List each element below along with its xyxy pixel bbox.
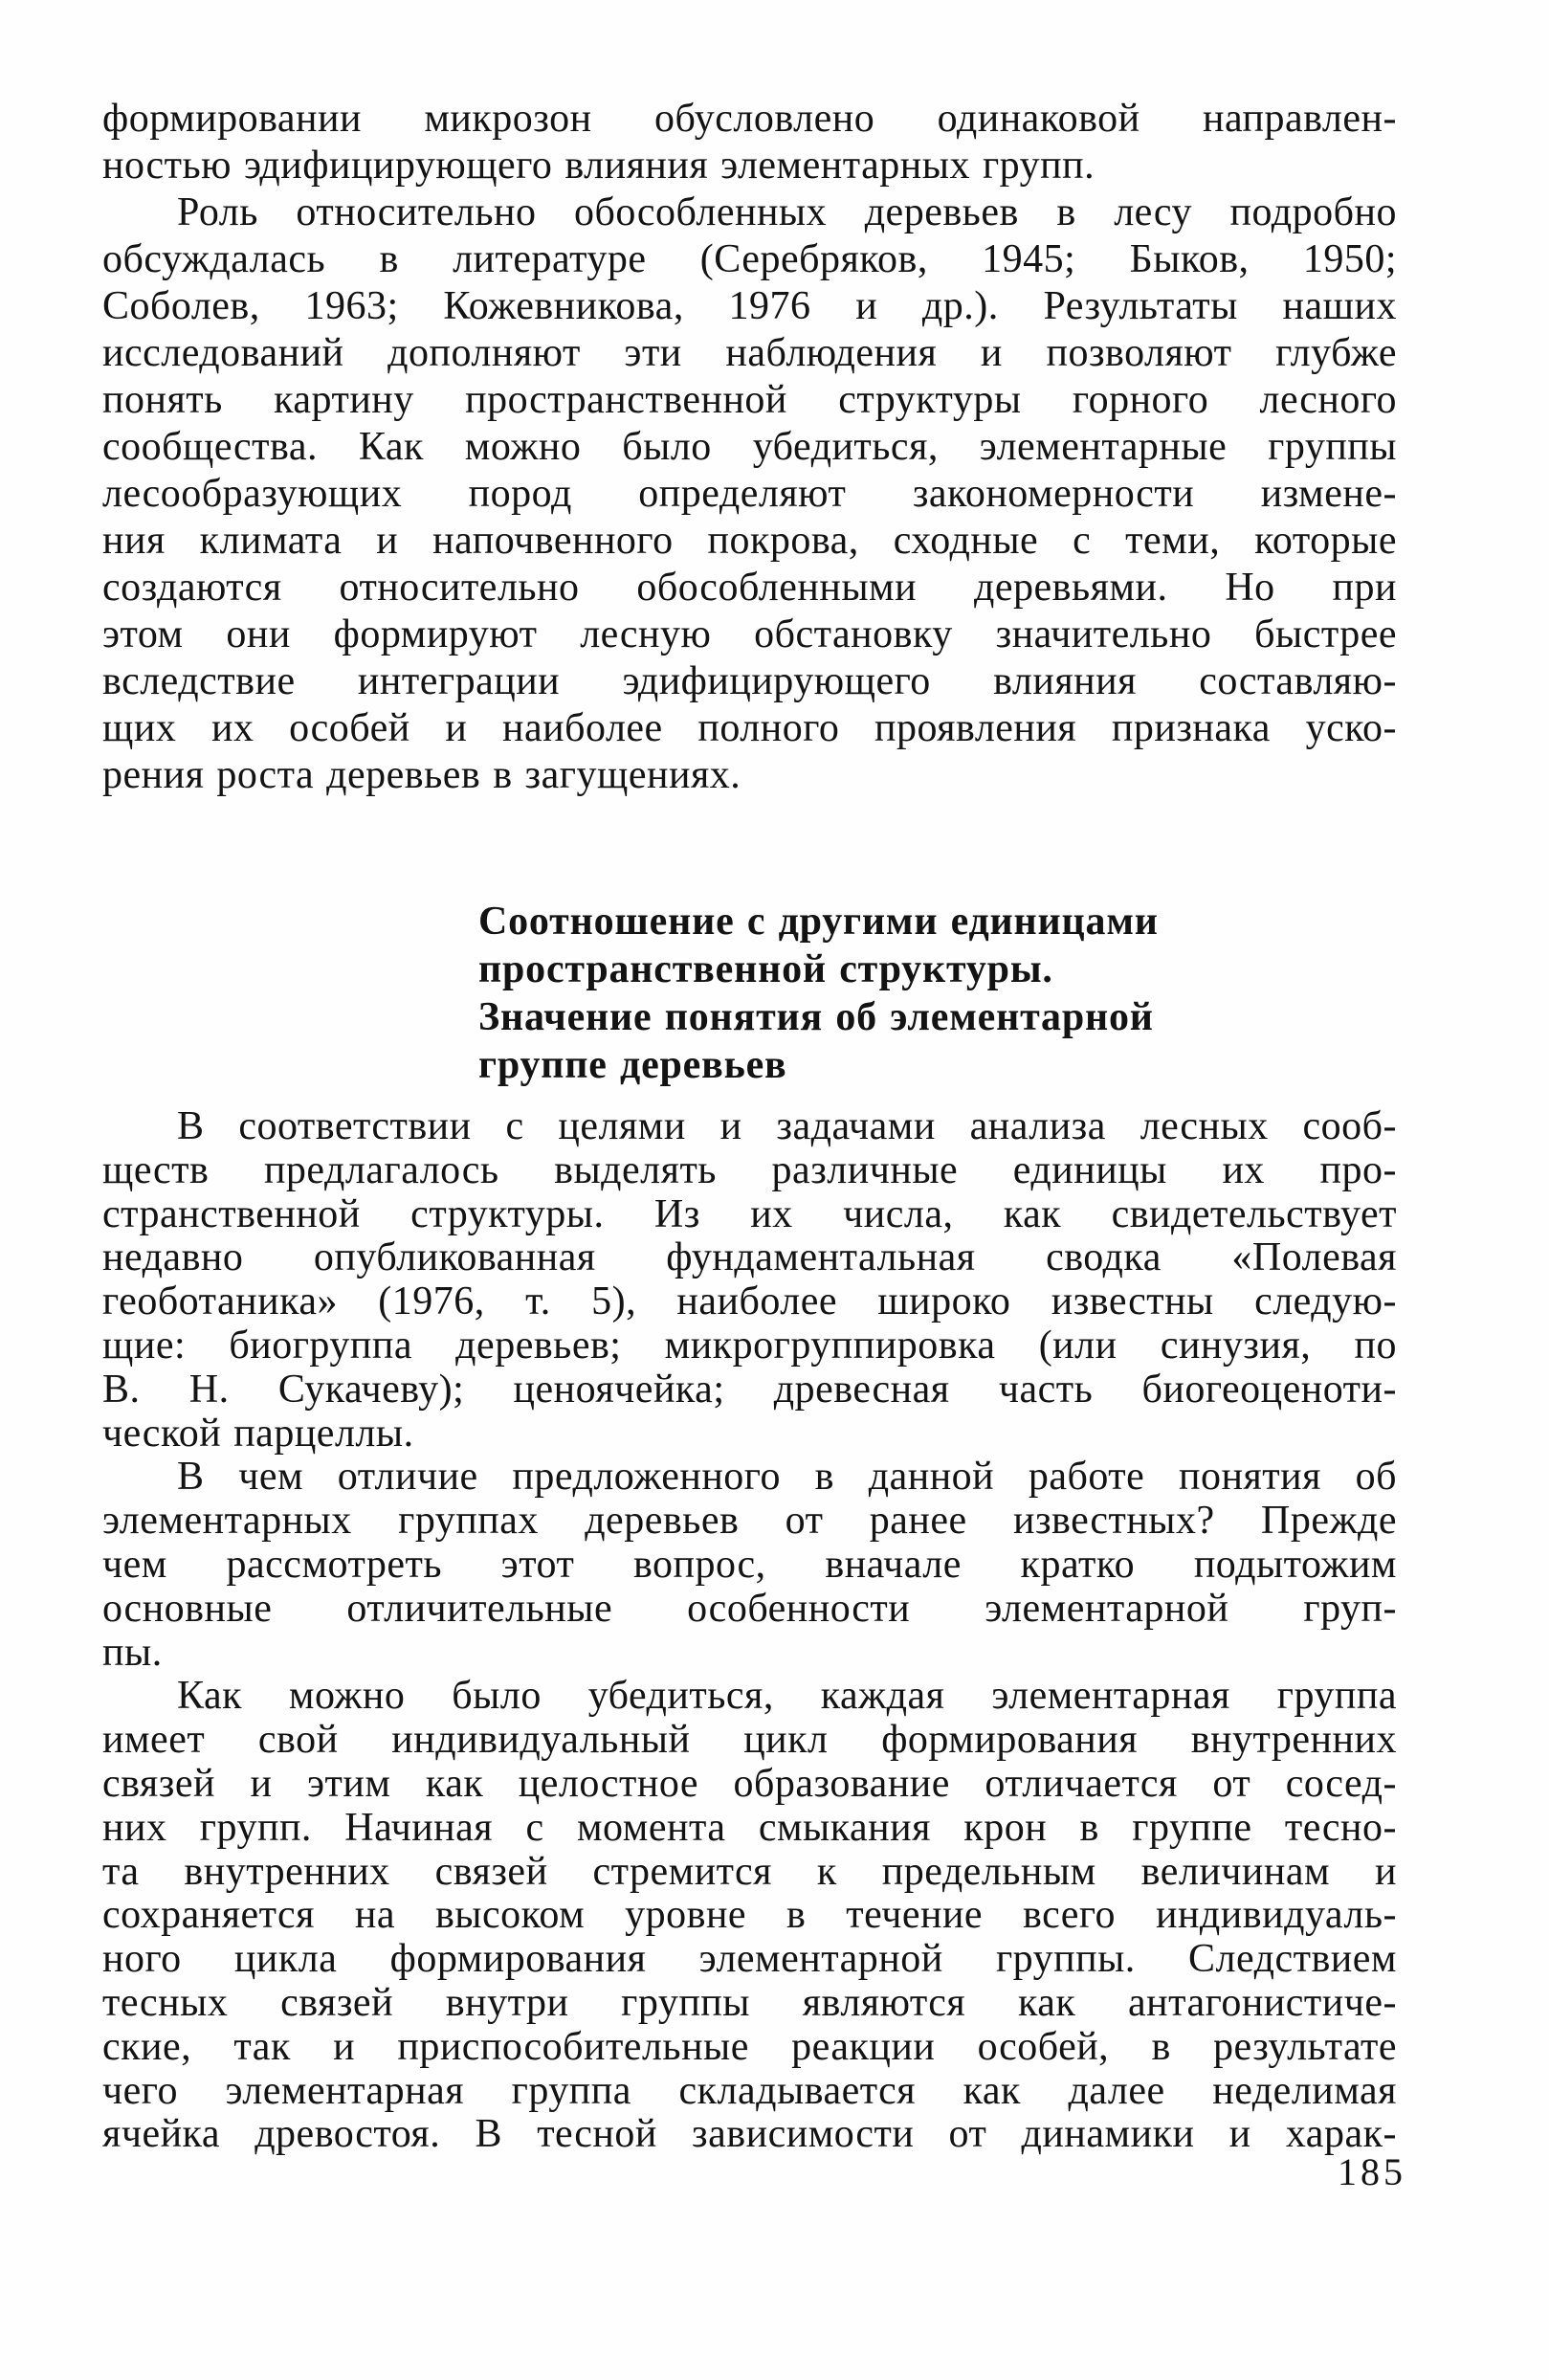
region-bottom — [102, 1105, 1397, 2157]
text-line: ния климата и напочвенного покрова, сходные с теми, которые — [102, 519, 1397, 563]
text-line: ячейка древостоя. В тесной зависимости от динамики и харак- — [102, 2113, 1397, 2157]
text-line: чего элементарная группа складывается как далее неделимая — [102, 2069, 1397, 2113]
text-line: лесообразующих пород определяют закономерности измене- — [102, 472, 1397, 516]
paragraph-spatial-units — [102, 1105, 1397, 1456]
region-top — [102, 96, 1397, 799]
text-line: связей и этим как целостное образование отличается от сосед- — [102, 1762, 1397, 1806]
text-line: щие: биогруппа деревьев; микрогруппировка (или синузия, по — [102, 1323, 1397, 1368]
text-line: вследствие интеграции эдифицирующего влияния составляю- — [102, 659, 1397, 703]
text-line: недавно опубликованная фундаментальная сводка «Полевая — [102, 1236, 1397, 1280]
text-line: них групп. Начиная с момента смыкания крон в группе тесно- — [102, 1806, 1397, 1850]
paragraph-difference-question — [102, 1456, 1397, 1675]
text-line: Роль относительно обособленных деревьев в лесу подробно — [177, 190, 1397, 234]
text-line: та внутренних связей стремится к предельным величинам и — [102, 1850, 1397, 1894]
text-line: тесных связей внутри группы являются как антагонистиче- — [102, 1981, 1397, 2025]
text-line: пы. — [102, 1631, 163, 1675]
text-column — [102, 0, 1397, 2380]
heading-line: группе деревьев — [478, 1043, 787, 1087]
heading-line: пространственной структуры. — [478, 947, 1053, 991]
heading-line: Значение понятия об элементарной — [478, 995, 1154, 1039]
text-line: имеет свой индивидуальный цикл формирования внутренних — [102, 1719, 1397, 1763]
text-line: В соответствии с целями и задачами анализа лесных сооб- — [177, 1105, 1397, 1148]
text-line: ностью эдифицирующего влияния элементарных групп. — [102, 144, 1095, 188]
page-number: 185 — [1338, 2150, 1406, 2193]
text-line: В чем отличие предложенного в данной работе понятия об — [177, 1456, 1397, 1500]
text-line: основные отличительные особенности элементарной груп- — [102, 1587, 1397, 1631]
text-line: чем рассмотреть этот вопрос, вначале кратко подытожим — [102, 1543, 1397, 1587]
text-line: элементарных группах деревьев от ранее известных? Прежде — [102, 1500, 1397, 1544]
text-line: геоботаника» (1976, т. 5), наиболее широко известны следую- — [102, 1280, 1397, 1324]
region-heading — [102, 898, 1397, 1089]
text-line: формировании микрозон обусловлено одинаковой направлен- — [102, 97, 1397, 141]
text-line: странственной структуры. Из их числа, как свидетельствует — [102, 1192, 1397, 1236]
text-line: понять картину пространственной структуры горного лесного — [102, 378, 1397, 422]
text-line: этом они формируют лесную обстановку значительно быстрее — [102, 612, 1397, 656]
text-line: ческой парцеллы. — [102, 1412, 414, 1456]
section-heading — [478, 898, 1397, 1089]
text-line: ские, так и приспособительные реакции особей, в результате — [102, 2025, 1397, 2069]
text-line: В. Н. Сукачеву); ценоячейка; древесная часть биогеоценоти- — [102, 1368, 1397, 1412]
text-line: щих их особей и наиболее полного проявления признака уско- — [102, 706, 1397, 750]
text-line: ного цикла формирования элементарной группы. Следствием — [102, 1938, 1397, 1982]
paragraph-role-of-trees — [102, 189, 1397, 799]
text-line: Соболев, 1963; Кожевникова, 1976 и др.). Результаты наших — [102, 284, 1397, 328]
paragraph-continuation — [102, 96, 1397, 189]
heading-line: Соотношение с другими единицами — [478, 900, 1159, 944]
text-line: сообщества. Как можно было убедиться, элементарные группы — [102, 425, 1397, 469]
text-line: создаются относительно обособленными деревьями. Но при — [102, 566, 1397, 610]
text-line: Как можно было убедиться, каждая элементарная группа — [177, 1675, 1397, 1719]
text-line: ществ предлагалось выделять различные единицы их про- — [102, 1148, 1397, 1192]
paragraph-group-cycle — [102, 1675, 1397, 2157]
text-line: исследований дополняют эти наблюдения и позволяют глубже — [102, 331, 1397, 375]
text-line: рения роста деревьев в загущениях. — [102, 753, 741, 797]
text-line: сохраняется на высоком уровне в течение всего индивидуаль- — [102, 1894, 1397, 1938]
text-line: обсуждалась в литературе (Серебряков, 1945; Быков, 1950; — [102, 237, 1397, 281]
